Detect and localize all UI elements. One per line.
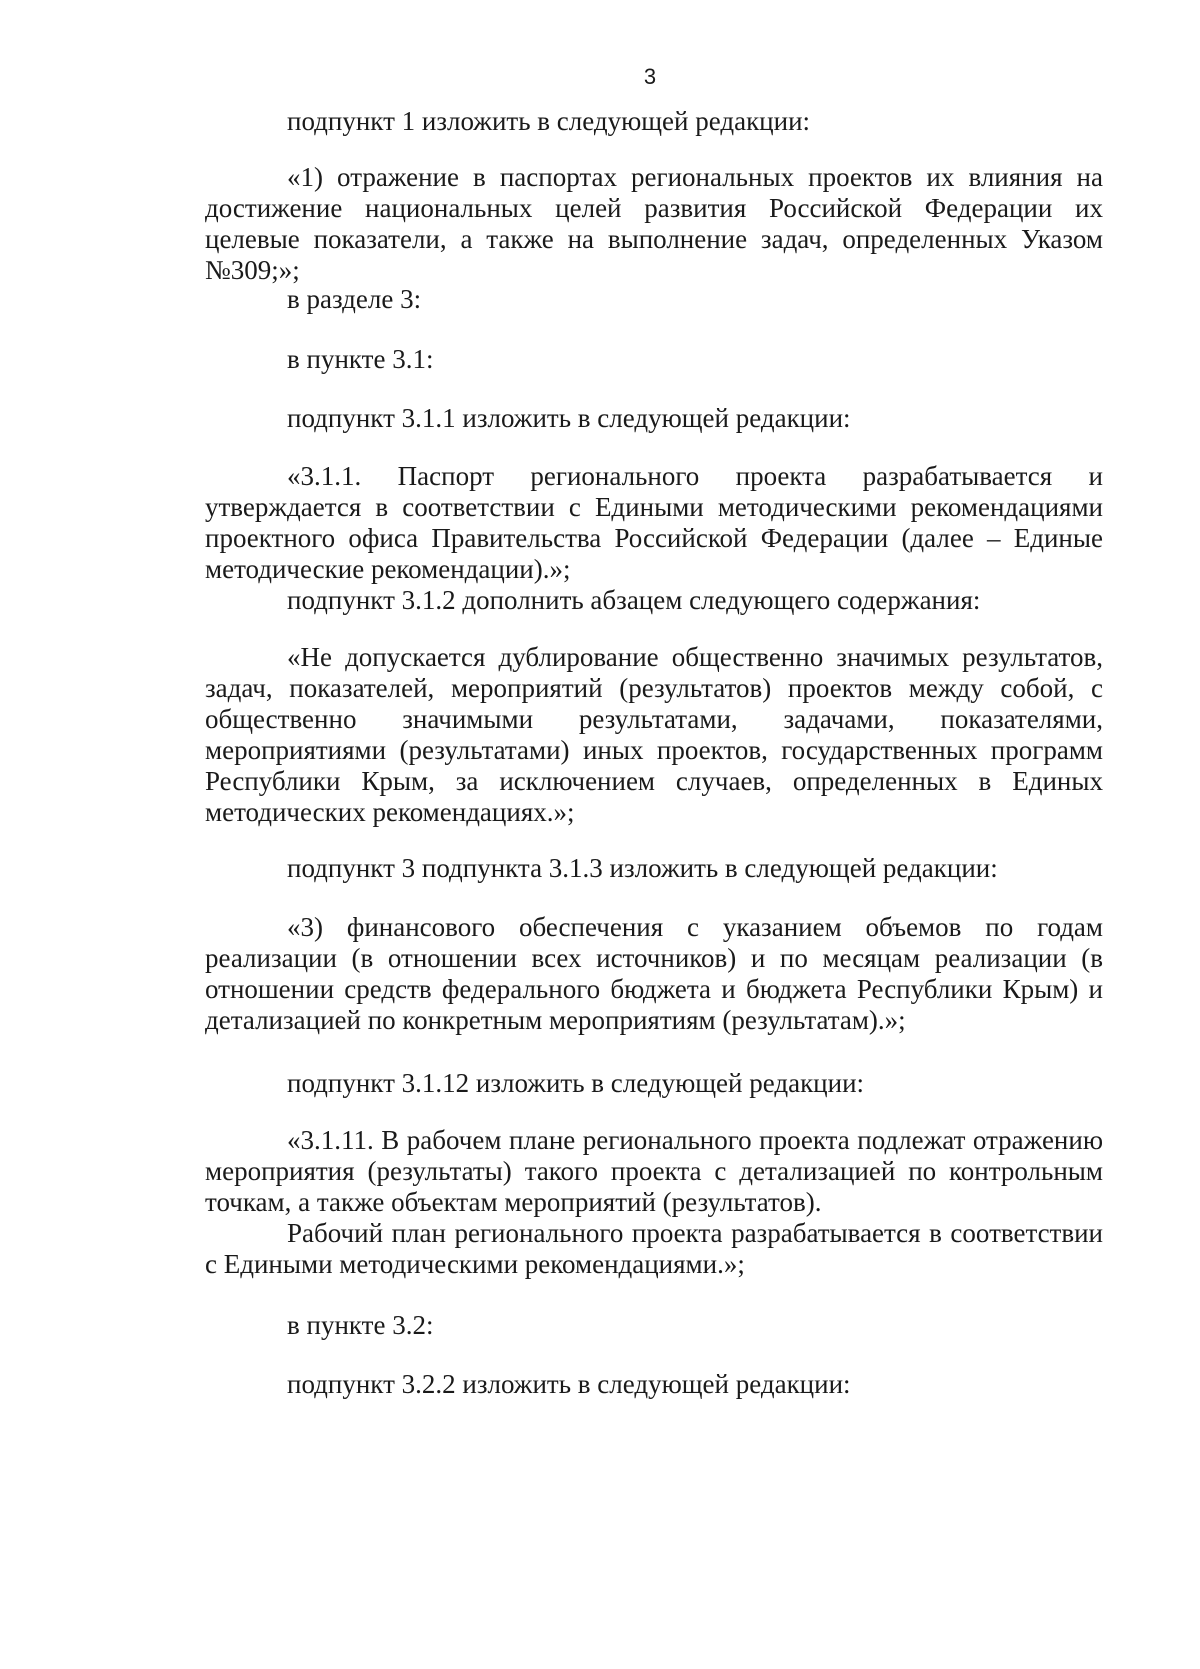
paragraph-point-3-2: в пункте 3.2: [287, 1310, 434, 1340]
paragraph-amend-3-1-1: подпункт 3.1.1 изложить в следующей редакции: [287, 403, 851, 433]
paragraph-amend-3-2-2: подпункт 3.2.2 изложить в следующей редакции: [287, 1369, 851, 1399]
paragraph-amend-3-1-12: подпункт 3.1.12 изложить в следующей редакции: [287, 1068, 865, 1098]
page-number: 3 [643, 64, 657, 89]
paragraph-3-1-11-text: «3.1.11. В рабочем плане регионального проекта подлежат отражению мероприятия (результаты) такого проекта с детализацией по контрольным точкам, а также объектам мероприятий (результатов). [205, 1125, 1103, 1217]
paragraph-section-3: в разделе 3: [287, 284, 422, 314]
paragraph-amend-3-1-2: подпункт 3.1.2 дополнить абзацем следующего содержания: [287, 585, 981, 615]
paragraph-subpoint-1-text: «1) отражение в паспортах региональных проектов их влияния на достижение национальных целей развития Российской Федерации их целевые показатели, а также на выполнение задач, определенных Указом №309;»; [205, 162, 1103, 285]
paragraph-amend-3-1-3: подпункт 3 подпункта 3.1.3 изложить в следующей редакции: [287, 853, 998, 883]
paragraph-work-plan-text: Рабочий план регионального проекта разрабатывается в соответствии с Едиными методическими рекомендациями.»; [205, 1218, 1103, 1279]
paragraph-amend-subpoint-1: подпункт 1 изложить в следующей редакции: [287, 106, 811, 136]
paragraph-3-1-1-text: «3.1.1. Паспорт регионального проекта разрабатывается и утверждается в соответствии с Едиными методическими рекомендациями проектного офиса Правительства Российской Федерации (далее – Единые методические рекомендации).»; [205, 461, 1103, 584]
paragraph-3-1-3-text: «3) финансового обеспечения с указанием объемов по годам реализации (в отношении всех источников) и по месяцам реализации (в отношении средств федерального бюджета и бюджета Республики Крым) и детализацией по конкретным мероприятиям (результатам).»; [205, 912, 1103, 1035]
paragraph-point-3-1: в пункте 3.1: [287, 344, 434, 374]
paragraph-3-1-2-text: «Не допускается дублирование общественно значимых результатов, задач, показателей, мероприятий (результатов) проектов между собой, с общественно значимыми результатами, задачами, показателями, мероприятиями (результатами) иных проектов, государственных программ Республики Крым, за исключением случаев, определенных в Единых методических рекомендациях.»; [205, 642, 1103, 827]
